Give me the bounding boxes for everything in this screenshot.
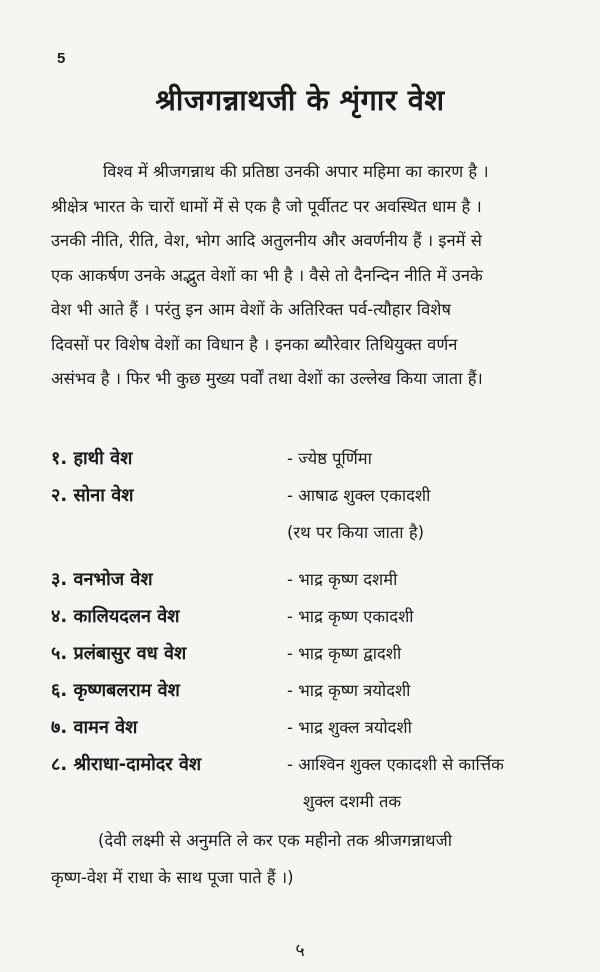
vesha-name: ७. वामन वेश bbox=[51, 717, 138, 738]
vesha-list bbox=[51, 440, 591, 820]
page-number-top: 5 bbox=[57, 50, 66, 67]
intro-line: एक आकर्षण उनके अद्भुत वेशों का भी है । वैसे तो दैनन्दिन नीति में उनके bbox=[51, 265, 483, 285]
closing-line: (देवी लक्ष्मी से अनुमति ले कर एक महीनो तक श्रीजगन्नाथजी bbox=[98, 831, 453, 850]
vesha-note: (रथ पर किया जाता है) bbox=[287, 523, 425, 542]
list-item-note bbox=[51, 514, 591, 551]
intro-paragraph bbox=[51, 155, 576, 397]
intro-line: विश्व में श्रीजगन्नाथ की प्रतिष्ठा उनकी अपार महिमा का कारण है । bbox=[103, 162, 489, 181]
vesha-name: २. सोना वेश bbox=[51, 485, 134, 506]
intro-line: उनकी नीति, रीति, वेश, भोग आदि अतुलनीय और अवर्णनीय हैं । इनमें से bbox=[51, 231, 482, 250]
vesha-name: ३. वनभोज वेश bbox=[51, 569, 153, 590]
intro-line: असंभव है । फिर भी कुछ मुख्य पर्वों तथा वेशों का उल्लेख किया जाता हैं। bbox=[51, 369, 483, 388]
vesha-date: - भाद्र शुक्ल त्रयोदशी bbox=[287, 718, 412, 737]
intro-line: दिवसों पर विशेष वेशों का विधान है । इनका ब्यौरेवार तिथियुक्त वर्णन bbox=[51, 334, 458, 354]
list-item bbox=[51, 746, 591, 783]
list-item bbox=[51, 440, 591, 477]
vesha-date: - आश्विन शुक्ल एकादशी से कार्त्तिक bbox=[287, 755, 504, 774]
intro-line: वेश भी आते हैं । परंतु इन आम वेशों के अतिरिक्त पर्व-त्यौहार विशेष bbox=[51, 300, 452, 319]
vesha-name: ८. श्रीराधा-दामोदर वेश bbox=[51, 754, 202, 775]
vesha-name: ४. कालियदलन वेश bbox=[51, 606, 180, 627]
vesha-name: १. हाथी वेश bbox=[51, 448, 133, 469]
list-item-note bbox=[51, 783, 591, 820]
vesha-name: ५. प्रलंबासुर वध वेश bbox=[51, 643, 187, 664]
page-title: श्रीजगन्नाथजी के शृंगार वेश bbox=[155, 83, 445, 117]
vesha-date: - भाद्र कृष्ण एकादशी bbox=[287, 607, 414, 626]
page-number-bottom: ५ bbox=[295, 940, 305, 961]
list-item bbox=[51, 672, 591, 709]
list-item bbox=[51, 477, 591, 514]
vesha-date: - ज्येष्ठ पूर्णिमा bbox=[287, 449, 372, 468]
list-item bbox=[51, 561, 591, 598]
intro-line: श्रीक्षेत्र भारत के चारों धामों में से एक है जो पूर्वीतट पर अवस्थित धाम है । bbox=[51, 196, 482, 216]
closing-line: कृष्ण-वेश में राधा के साथ पूजा पाते हैं ।) bbox=[51, 868, 294, 887]
list-item bbox=[51, 635, 591, 672]
vesha-note: शुक्ल दशमी तक bbox=[303, 792, 402, 811]
vesha-name: ६. कृष्णबलराम वेश bbox=[51, 680, 180, 701]
vesha-date: - भाद्र कृष्ण द्वादशी bbox=[287, 644, 402, 663]
vesha-date: - भाद्र कृष्ण त्रयोदशी bbox=[287, 681, 411, 700]
closing-note bbox=[51, 822, 581, 896]
vesha-date: - आषाढ शुक्ल एकादशी bbox=[287, 486, 431, 505]
vesha-date: - भाद्र कृष्ण दशमी bbox=[287, 570, 398, 589]
list-item bbox=[51, 709, 591, 746]
list-item bbox=[51, 598, 591, 635]
